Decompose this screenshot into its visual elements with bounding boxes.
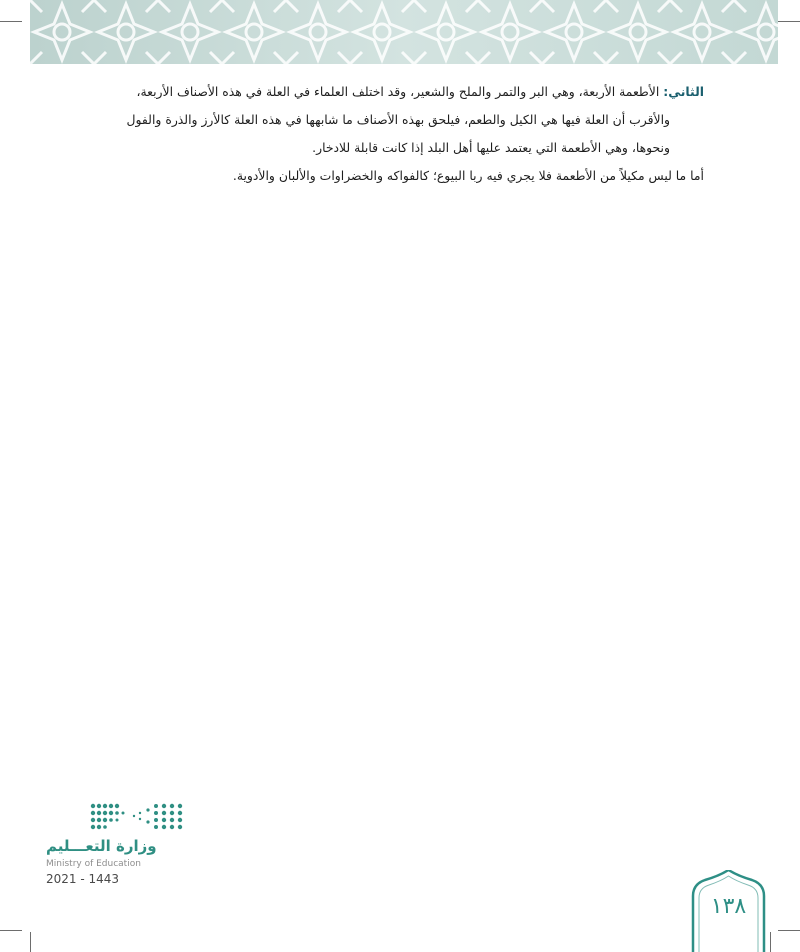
page-number: ١٣٨ xyxy=(710,894,747,919)
paragraph-second-category xyxy=(88,78,704,106)
text-line-1: الأطعمة الأربعة، وهي البر والتمر والملح والشعير، وقد اختلف العلماء في العلة في هذه الأصناف الأربعة، xyxy=(136,84,664,99)
header-banner xyxy=(30,0,778,64)
crop-mark-top-right-h xyxy=(778,21,800,22)
ministry-logo xyxy=(30,800,190,895)
text-line-2: والأقرب أن العلة فيها هي الكيل والطعم، فيلحق بهذه الأصناف ما شابهها في هذه العلة كالأرز والذرة والفول xyxy=(126,112,670,127)
ministry-name-english: Ministry of Education xyxy=(46,859,141,869)
lesson-text xyxy=(88,78,704,190)
text-line-3: ونحوها، وهي الأطعمة التي يعتمد عليها أهل البلد إذا كانت قابلة للادخار. xyxy=(312,140,670,155)
crop-mark-bottom-left-v xyxy=(30,932,31,952)
crop-mark-bottom-right-v xyxy=(770,932,771,952)
crop-mark-bottom-left-h xyxy=(0,930,22,931)
text-line-4: أما ما ليس مكيلاً من الأطعمة فلا يجري فيه ربا البيوع؛ كالفواكه والخضراوات والألبان والأدوية. xyxy=(232,168,704,183)
lead-label: الثاني: xyxy=(663,84,704,99)
crop-mark-bottom-right-h xyxy=(778,930,800,931)
ministry-dots-icon xyxy=(90,800,185,832)
crop-mark-top-left-h xyxy=(0,21,22,22)
geometric-pattern-icon xyxy=(30,0,778,64)
page-number-badge xyxy=(689,870,768,952)
ministry-name-arabic: وزارة التعـــليم xyxy=(46,837,157,855)
academic-year: 2021 - 1443 xyxy=(46,872,120,886)
